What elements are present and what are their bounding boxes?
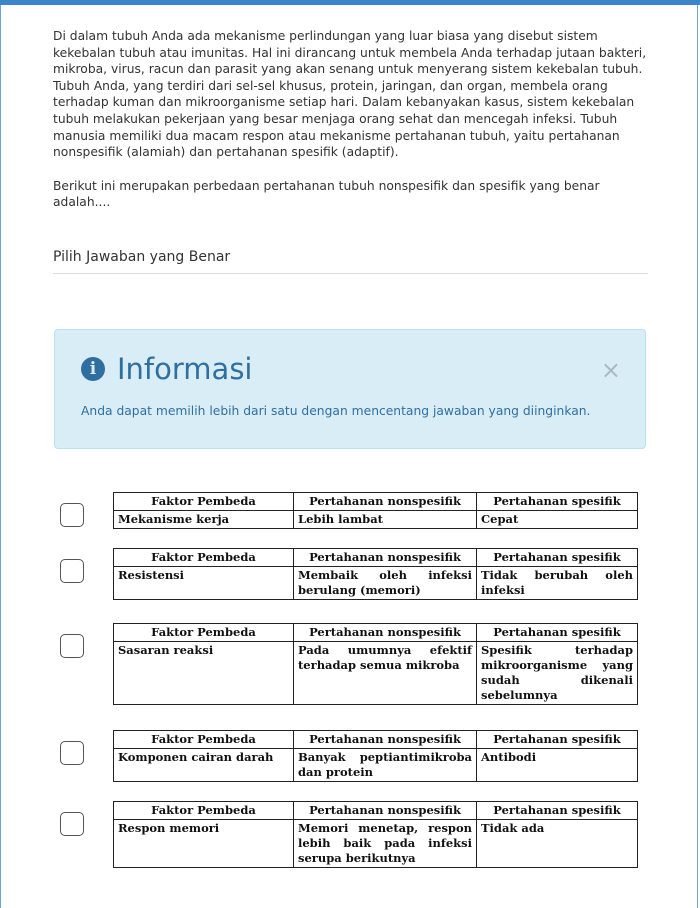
checkbox[interactable] bbox=[60, 634, 84, 658]
info-text: Anda dapat memilih lebih dari satu dengan mencentang jawaban yang diinginkan. bbox=[81, 404, 591, 418]
option-table bbox=[113, 548, 638, 600]
header-factor: Faktor Pembeda bbox=[114, 802, 294, 820]
question-text bbox=[53, 28, 648, 211]
cell-nonspecific: Pada umumnya efektif terhadap semua mikroba bbox=[294, 642, 477, 705]
cell-nonspecific: Lebih lambat bbox=[294, 511, 477, 529]
header-specific: Pertahanan spesifik bbox=[477, 731, 638, 749]
info-circle-icon: i bbox=[81, 357, 105, 381]
option-table bbox=[113, 492, 638, 529]
cell-specific: Spesifik terhadap mikroorganisme yang sudah dikenali sebelumnya bbox=[477, 642, 638, 705]
cell-nonspecific: Memori menetap, respon lebih baik pada infeksi serupa berikutnya bbox=[294, 820, 477, 868]
header-specific: Pertahanan spesifik bbox=[477, 493, 638, 511]
option-table bbox=[113, 801, 638, 868]
header-factor: Faktor Pembeda bbox=[114, 731, 294, 749]
checkbox[interactable] bbox=[60, 503, 84, 527]
cell-specific: Cepat bbox=[477, 511, 638, 529]
info-title-row bbox=[81, 352, 252, 386]
cell-specific: Tidak ada bbox=[477, 820, 638, 868]
cell-nonspecific: Banyak peptiantimikroba dan protein bbox=[294, 749, 477, 782]
header-factor: Faktor Pembeda bbox=[114, 549, 294, 567]
cell-nonspecific: Membaik oleh infeksi berulang (memori) bbox=[294, 567, 477, 600]
choose-answer-label: Pilih Jawaban yang Benar bbox=[53, 249, 648, 274]
question-area bbox=[53, 28, 648, 274]
checkbox[interactable] bbox=[60, 559, 84, 583]
header-specific: Pertahanan spesifik bbox=[477, 624, 638, 642]
info-title: Informasi bbox=[117, 352, 253, 386]
top-accent-bar bbox=[0, 0, 700, 5]
header-specific: Pertahanan spesifik bbox=[477, 802, 638, 820]
cell-factor: Sasaran reaksi bbox=[114, 642, 294, 705]
header-nonspecific: Pertahanan nonspesifik bbox=[294, 549, 477, 567]
cell-factor: Mekanisme kerja bbox=[114, 511, 294, 529]
cell-specific: Tidak berubah oleh infeksi bbox=[477, 567, 638, 600]
header-nonspecific: Pertahanan nonspesifik bbox=[294, 624, 477, 642]
option-table bbox=[113, 730, 638, 782]
question-paragraph-1: Di dalam tubuh Anda ada mekanisme perlindungan yang luar biasa yang disebut sistem kekebalan tubuh atau imunitas. Hal ini dirancang untuk membela Anda terhadap jutaan bakteri, mikroba, virus, racun dan parasit yang akan senang untuk menyerang sistem kekebalan tubuh. Tubuh Anda, yang terdiri dari sel-sel khusus, protein, jaringan, dan organ, membela orang terhadap kuman dan mikroorganisme setiap hari. Dalam kebanyakan kasus, sistem kekebalan tubuh melakukan pekerjaan yang besar menjaga orang sehat dan mencegah infeksi. Tubuh manusia memiliki dua macam respon atau mekanisme pertahanan tubuh, yaitu pertahanan nonspesifik (alamiah) dan pertahanan spesifik (adaptif). bbox=[53, 29, 647, 160]
cell-specific: Antibodi bbox=[477, 749, 638, 782]
checkbox[interactable] bbox=[60, 812, 84, 836]
header-nonspecific: Pertahanan nonspesifik bbox=[294, 731, 477, 749]
header-factor: Faktor Pembeda bbox=[114, 493, 294, 511]
info-alert bbox=[54, 329, 646, 449]
close-icon[interactable]: × bbox=[600, 356, 621, 384]
cell-factor: Respon memori bbox=[114, 820, 294, 868]
header-nonspecific: Pertahanan nonspesifik bbox=[294, 493, 477, 511]
cell-factor: Resistensi bbox=[114, 567, 294, 600]
header-specific: Pertahanan spesifik bbox=[477, 549, 638, 567]
cell-factor: Komponen cairan darah bbox=[114, 749, 294, 782]
option-table bbox=[113, 623, 638, 705]
checkbox[interactable] bbox=[60, 741, 84, 765]
header-factor: Faktor Pembeda bbox=[114, 624, 294, 642]
header-nonspecific: Pertahanan nonspesifik bbox=[294, 802, 477, 820]
question-paragraph-2: Berikut ini merupakan perbedaan pertahanan tubuh nonspesifik dan spesifik yang benar adalah.... bbox=[53, 178, 600, 210]
